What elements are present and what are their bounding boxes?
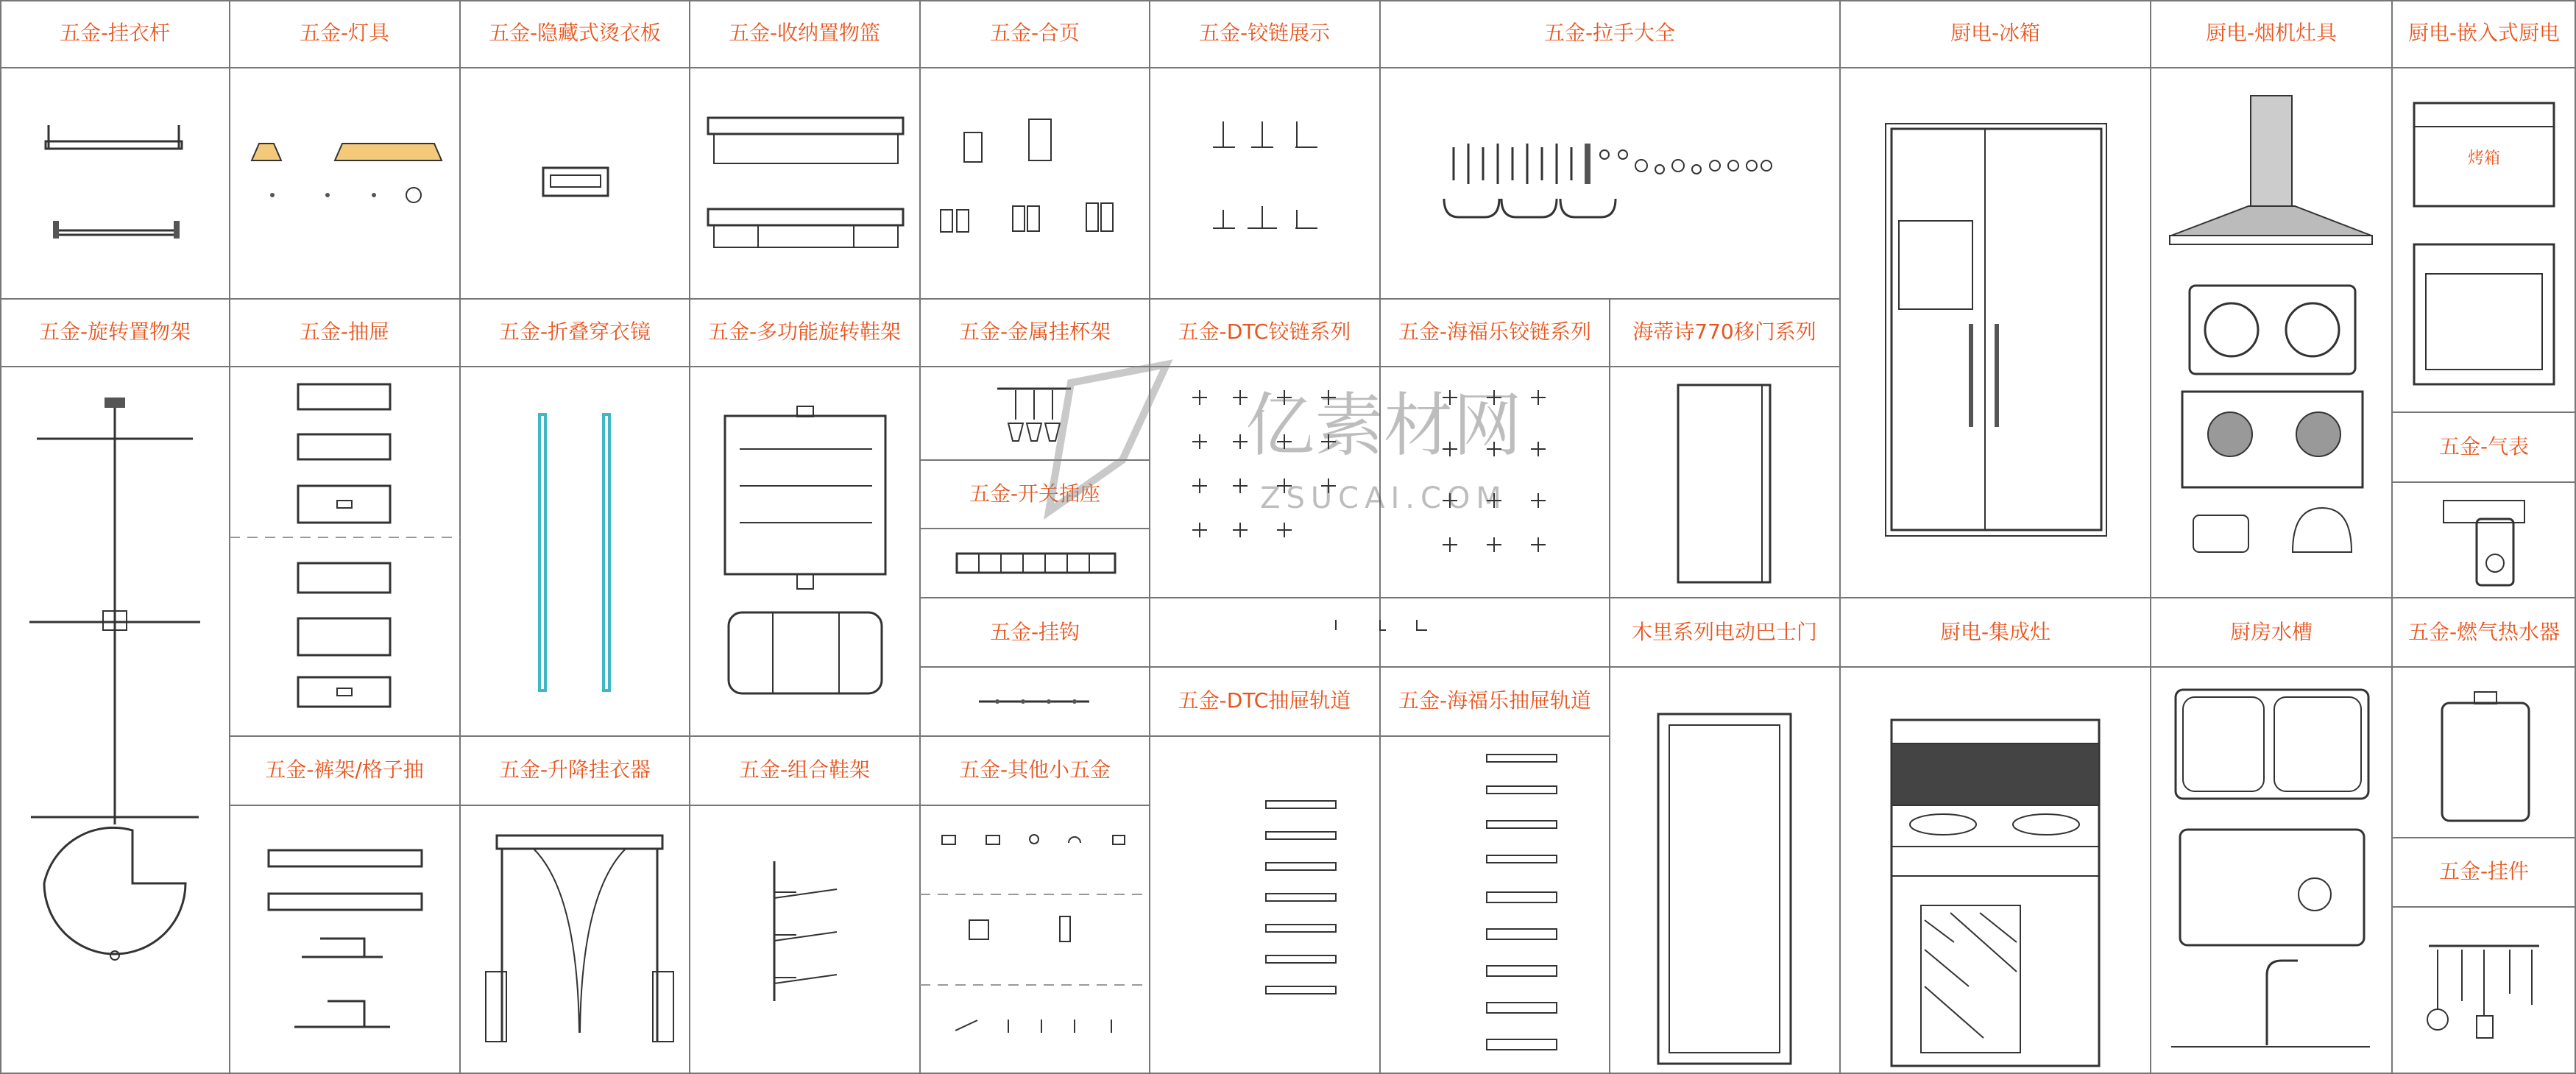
title-hook: 五金-挂钩	[989, 620, 1080, 644]
title-dtc-slide: 五金-DTC抽屉轨道	[1178, 688, 1351, 713]
hood-stove-drawing	[2170, 96, 2372, 552]
combo-shoe-drawing	[774, 861, 837, 1001]
title-ironing-board: 五金-隐藏式烫衣板	[488, 21, 662, 45]
hinge-drawing	[941, 119, 1113, 232]
title-gas-meter: 五金-气表	[2438, 434, 2530, 459]
title-folding-mirror: 五金-折叠穿衣镜	[498, 319, 651, 344]
title-hafele-slide: 五金-海福乐抽屉轨道	[1398, 688, 1592, 713]
dtc-slide-drawing	[1266, 801, 1336, 994]
bus-door-drawing	[1658, 714, 1791, 1064]
hinge-display-drawing	[1213, 121, 1317, 228]
storage-basket-drawing	[708, 118, 903, 247]
watermark-en: ZSUCAI.COM	[1260, 481, 1507, 515]
pants-rack-drawing	[269, 850, 422, 1027]
handles-drawing	[1444, 144, 1772, 217]
title-hanging-rod: 五金-挂衣杆	[59, 21, 171, 45]
lighting-drawing	[252, 144, 442, 202]
title-cup-rack: 五金-金属挂杯架	[958, 319, 1111, 344]
lift-rack-drawing	[486, 835, 673, 1042]
title-hinge-display: 五金-铰链展示	[1198, 21, 1331, 45]
hanging-rod-drawing	[46, 125, 182, 239]
title-switch: 五金-开关插座	[969, 481, 1101, 506]
title-handles: 五金-拉手大全	[1543, 21, 1676, 45]
rotating-rack-drawing	[29, 398, 200, 960]
switch-drawing	[957, 554, 1115, 573]
title-hood-stove: 厨电-烟机灶具	[2205, 21, 2338, 45]
fridge-drawing	[1886, 124, 2106, 536]
shoe-rack-drawing	[725, 406, 885, 693]
hafele-slide-drawing	[1487, 755, 1557, 1050]
title-dtc-hinge: 五金-DTC铰链系列	[1178, 319, 1351, 344]
title-built-in: 厨电-嵌入式厨电	[2407, 21, 2561, 45]
title-integrated-stove: 厨电-集成灶	[1939, 620, 2051, 644]
pendant-drawing	[2427, 946, 2539, 1038]
oven-label: 烤箱	[2467, 149, 2501, 168]
watermark	[1049, 364, 1522, 515]
built-in-drawing	[2414, 103, 2554, 384]
title-water-heater: 五金-燃气热水器	[2407, 620, 2561, 644]
title-combo-shoe: 五金-组合鞋架	[738, 757, 871, 782]
title-pants-rack: 五金-裤架/格子抽	[265, 757, 424, 782]
integrated-stove-drawing	[1892, 720, 2099, 1066]
title-fridge: 厨电-冰箱	[1950, 21, 2041, 45]
misc-drawing	[942, 835, 1125, 1033]
title-drawer: 五金-抽屉	[299, 319, 390, 344]
gas-meter-drawing	[2444, 501, 2524, 585]
sliding-door-drawing	[1678, 385, 1770, 582]
water-heater-drawing	[2442, 692, 2529, 821]
title-bus-door: 木里系列电动巴士门	[1631, 620, 1818, 644]
ironing-board-drawing	[543, 168, 608, 196]
title-lighting: 五金-灯具	[299, 21, 390, 45]
drawer-drawing	[298, 384, 390, 707]
title-storage-basket: 五金-收纳置物篮	[728, 21, 881, 45]
title-hinge: 五金-合页	[989, 21, 1080, 45]
title-shoe-rack: 五金-多功能旋转鞋架	[707, 319, 902, 344]
folding-mirror-drawing	[539, 414, 609, 690]
small-fittings-drawing	[1336, 620, 1427, 630]
title-hafele-hinge: 五金-海福乐铰链系列	[1398, 319, 1592, 344]
watermark-cn: 亿素材网	[1245, 386, 1523, 466]
sink-drawing	[2171, 690, 2370, 1047]
title-misc: 五金-其他小五金	[958, 757, 1111, 782]
title-rotating-rack: 五金-旋转置物架	[38, 319, 191, 344]
title-sliding-door: 海蒂诗770移门系列	[1632, 319, 1816, 344]
title-lift-rack: 五金-升降挂衣器	[498, 757, 651, 782]
title-sink: 厨房水槽	[2229, 620, 2313, 644]
title-pendant: 五金-挂件	[2438, 859, 2530, 883]
hook-drawing	[979, 699, 1089, 704]
